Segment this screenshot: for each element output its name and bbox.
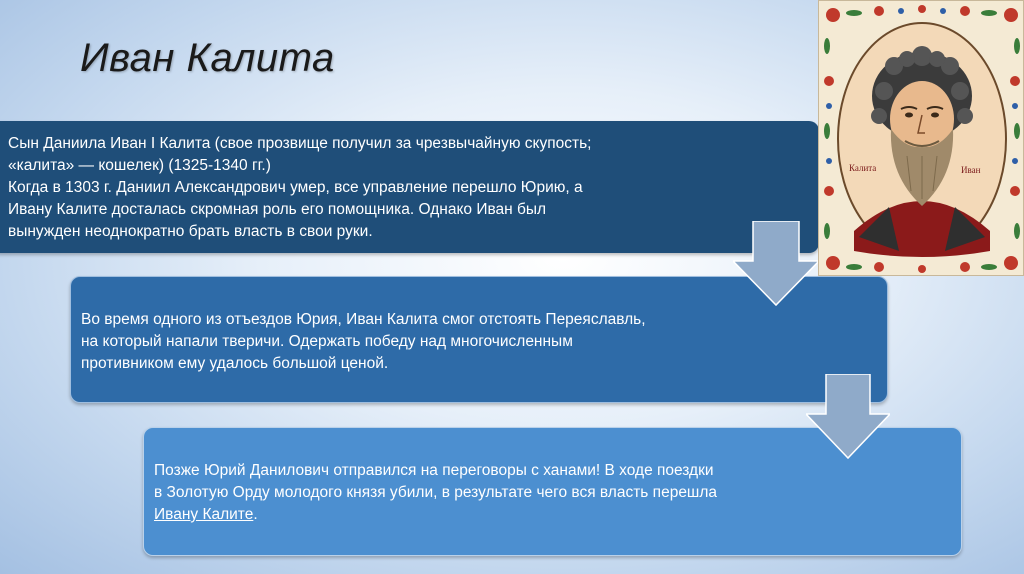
block1-line: Сын Даниила Иван I Калита (свое прозвище получил за чрезвычайную скупость; [8, 135, 592, 152]
block2-line: на который напали тверичи. Одержать победу над многочисленным [81, 333, 573, 350]
portrait-illustration [819, 1, 1024, 276]
ivan-kalita-link[interactable]: Ивану Калите [154, 506, 254, 523]
block2-line: противником ему удалось большой ценой. [81, 355, 389, 372]
block2-line: Во время одного из отъездов Юрия, Иван Калита смог отстоять Переяславль, [81, 311, 646, 328]
down-arrow-icon [733, 221, 819, 307]
portrait-caption-right: Иван [961, 165, 981, 175]
portrait-caption-left: Калита [849, 163, 877, 173]
block1-line: Когда в 1303 г. Даниил Александрович умер, все управление перешло Юрию, а [8, 179, 583, 196]
down-arrow-icon [806, 374, 890, 460]
block1-line: вынужден неоднократно брать власть в свои руки. [8, 223, 373, 240]
slide-title: Иван Калита [80, 36, 335, 80]
block3-last-line [154, 504, 941, 526]
block3-line: Позже Юрий Данилович отправился на переговоры с ханами! В ходе поездки [154, 462, 714, 479]
portrait-image [818, 0, 1024, 276]
block3-line: в Золотую Орду молодого князя убили, в результате чего вся власть перешла [154, 484, 718, 501]
text-block-1 [0, 121, 819, 253]
block1-line: Ивану Калите досталась скромная роль его помощника. Однако Иван был [8, 201, 547, 218]
block1-line: «калита» — кошелек) (1325-1340 гг.) [8, 157, 271, 174]
block3-period: . [253, 506, 258, 523]
